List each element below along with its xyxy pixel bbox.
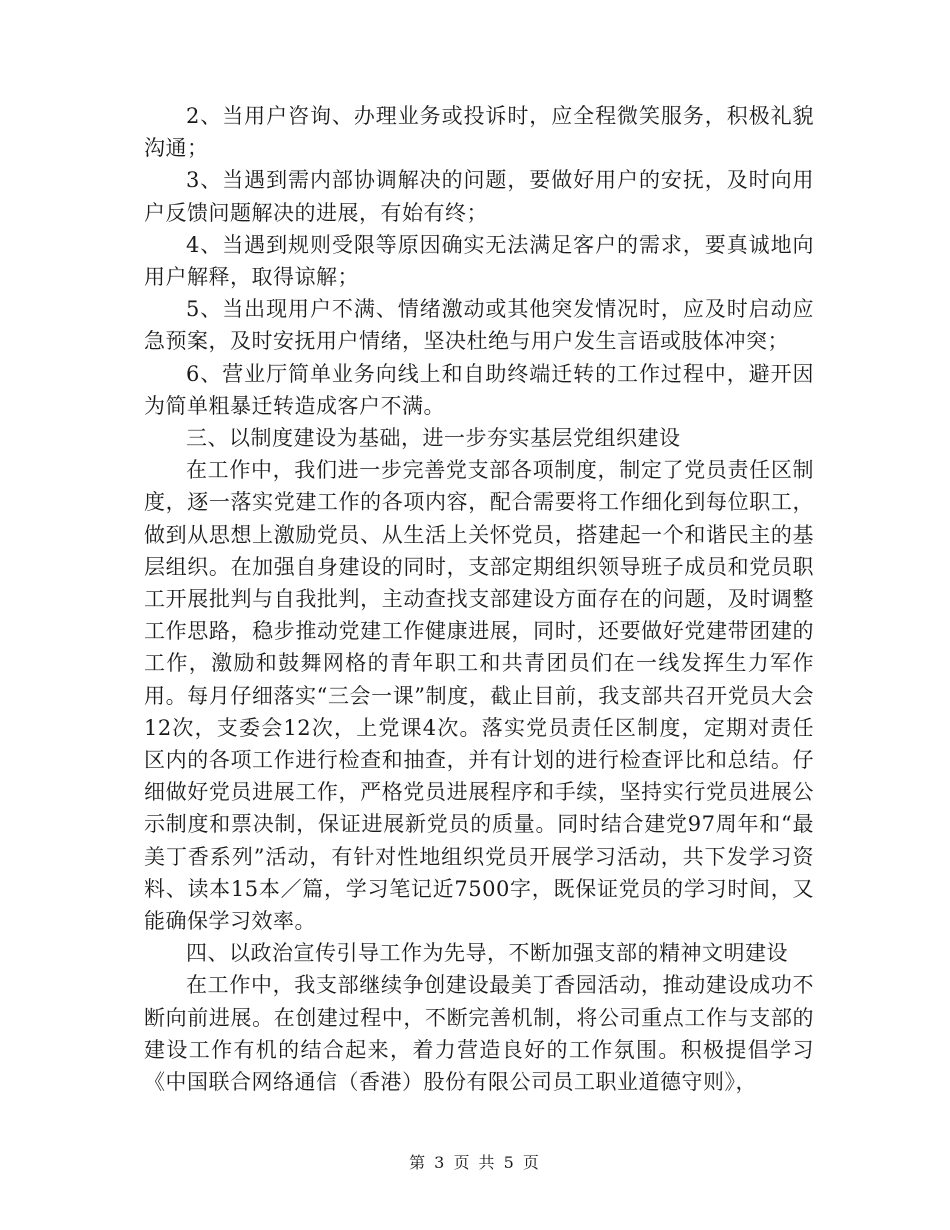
paragraph-item-3: 3、当遇到需内部协调解决的问题，要做好用户的安抚，及时向用户反馈问题解决的进展，有始有终； xyxy=(144,168,814,225)
page-number-footer: 第 3 页 共 5 页 xyxy=(409,1153,541,1172)
paragraph-item-5: 5、当出现用户不满、情绪激动或其他突发情况时，应及时启动应急预案，及时安抚用户情绪，坚决杜绝与用户发生言语或肢体冲突； xyxy=(144,297,814,354)
section-body-4: 在工作中，我支部继续争创建设最美丁香园活动，推动建设成功不断向前进展。在创建过程中，不断完善机制，将公司重点工作与支部的建设工作有机的结合起来，着力营造良好的工作氛围。积极提倡学习《中国联合网络通信（香港）股份有限公司员工职业道德守则》， xyxy=(144,973,814,1095)
section-heading-3: 三、以制度建设为基础，进一步夯实基层党组织建设 xyxy=(186,426,681,451)
section-body-3: 在工作中，我们进一步完善党支部各项制度，制定了党员责任区制度，逐一落实党建工作的各项内容，配合需要将工作细化到每位职工，做到从思想上激励党员、从生活上关怀党员，搭建起一个和谐民主的基层组织。在加强自身建设的同时，支部定期组织领导班子成员和党员职工开展批判与自我批判，主动查找支部建设方面存在的问题，及时调整工作思路，稳步推动党建工作健康进展，同时，还要做好党建带团建的工作，激励和鼓舞网格的青年职工和共青团员们在一线发挥生力军作用。每月仔细落实“三会一课”制度，截止目前，我支部共召开党员大会12次，支委会12次，上党课4次。落实党员责任区制度，定期对责任区内的各项工作进行检查和抽查，并有计划的进行检查评比和总结。仔细做好党员进展工作，严格党员进展程序和手续，坚持实行党员进展公示制度和票决制，保证进展新党员的质量。同时结合建党97周年和“最美丁香系列”活动，有针对性地组织党员开展学习活动，共下发学习资料、读本15本／篇，学习笔记近7500字，既保证党员的学习时间，又能确保学习效率。 xyxy=(144,458,814,934)
paragraph-item-6: 6、营业厅简单业务向线上和自助终端迁转的工作过程中，避开因为简单粗暴迁转造成客户不满。 xyxy=(144,361,814,418)
paragraph-item-4: 4、当遇到规则受限等原因确实无法满足客户的需求，要真诚地向用户解释，取得谅解； xyxy=(144,232,814,290)
section-heading-4: 四、以政治宣传引导工作为先导，不断加强支部的精神文明建设 xyxy=(186,941,788,966)
paragraph-item-2: 2、当用户咨询、办理业务或投诉时，应全程微笑服务，积极礼貌沟通； xyxy=(144,104,814,161)
document-body xyxy=(144,100,814,1098)
